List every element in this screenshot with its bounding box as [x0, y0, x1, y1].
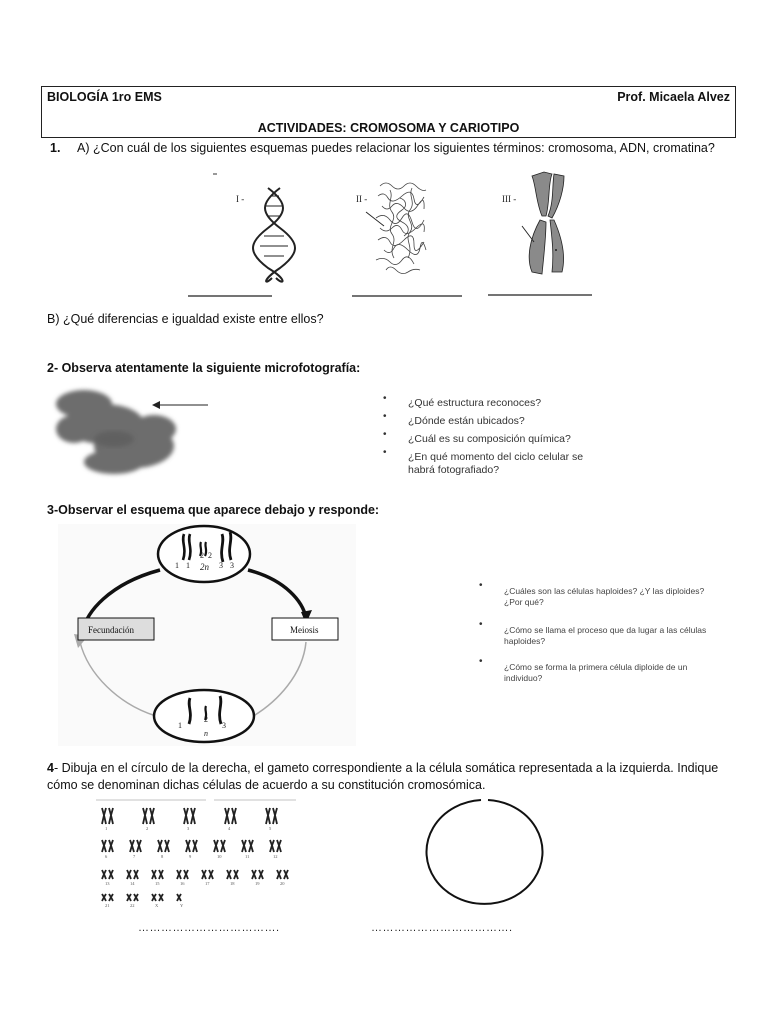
chromosome-number: 4: [228, 826, 231, 831]
bullet-dot: •: [479, 580, 483, 591]
q1-b-text: B) ¿Qué diferencias e igualdad existe entre ellos?: [47, 312, 324, 326]
chromosome-pair: [127, 894, 138, 908]
chromosome-number: 9: [189, 854, 192, 859]
svg-text:3: 3: [222, 721, 226, 730]
bullet-dot: •: [383, 411, 387, 422]
life-cycle-diagram: [58, 524, 358, 746]
chromatin-icon: [366, 183, 426, 274]
chromosome-number: 8: [161, 854, 164, 859]
chromosome-number: 18: [230, 881, 235, 886]
scheme-label-iii: III -: [502, 194, 517, 204]
karyotype-row-4: [102, 894, 184, 908]
bullet-dot: •: [383, 393, 387, 404]
chromosome-pair: [227, 870, 238, 886]
chromosome-number: 15: [155, 881, 160, 886]
chromosome-number: 22: [130, 903, 135, 908]
chromosome-number: 21: [105, 903, 110, 908]
q1-schemes: [180, 168, 610, 303]
chromosome-number: X: [155, 903, 159, 908]
top-cell-label: 2n: [200, 562, 209, 572]
chromosome-number: Y: [180, 903, 184, 908]
chromosome-pair: [143, 808, 154, 831]
chromosome-number: 1: [105, 826, 108, 831]
chromosome-pair: [186, 840, 197, 859]
q4-body: - Dibuja en el círculo de la derecha, el gameto correspondiente a la célula somática representada a la izquierda. Indique cómo se denominan dichas células de acuerdo a su constitución cromosómica.: [47, 761, 719, 792]
dna-helix-icon: [253, 188, 295, 282]
q2-bullet-1: ¿Qué estructura reconoces?: [408, 397, 542, 409]
svg-text:1: 1: [186, 561, 190, 570]
svg-text:1: 1: [175, 561, 179, 570]
q2-bullet-4: ¿En qué momento del ciclo celular se habrá fotografiado?: [408, 451, 584, 476]
svg-text:2: 2: [208, 551, 212, 560]
arrow-icon: [150, 398, 210, 412]
chromosome-pair: [177, 870, 188, 886]
answer-line-right[interactable]: ……………………………….: [371, 922, 513, 934]
chromosome-number: 14: [130, 881, 135, 886]
chromosome-number: 13: [105, 881, 110, 886]
karyotype-row-1: [102, 808, 277, 831]
chromosome-pair: [152, 870, 163, 886]
gamete-circle: [418, 796, 548, 908]
karyotype: [96, 796, 306, 916]
chromosome-pair: [214, 840, 225, 859]
chromosome-pair: [102, 840, 113, 859]
q2-bullet-2: ¿Dónde están ubicados?: [408, 415, 525, 427]
svg-text:3: 3: [219, 561, 223, 570]
chromosome-number: 12: [273, 854, 278, 859]
chromosome-number: 3: [187, 826, 190, 831]
chromosome-pair: [225, 808, 236, 831]
chromosome-pair: [252, 870, 263, 886]
bullet-dot: •: [479, 656, 483, 667]
q3-bullet-3: ¿Cómo se forma la primera célula diploide de un individuo?: [504, 662, 688, 683]
scheme-label-ii: II -: [356, 194, 368, 204]
subject-label: BIOLOGÍA 1ro EMS: [47, 90, 162, 104]
svg-text:3: 3: [230, 561, 234, 570]
chromosome-pair: [102, 808, 113, 831]
svg-text:2: 2: [204, 715, 208, 724]
bullet-dot: •: [383, 447, 387, 458]
bullet-dot: •: [479, 619, 483, 630]
chromosome-number: 17: [205, 881, 210, 886]
bottom-cell-label: n: [204, 729, 208, 738]
page-title: ACTIVIDADES: CROMOSOMA Y CARIOTIPO: [257, 121, 520, 135]
karyotype-row-2: [102, 840, 281, 859]
chromosome-pair: [127, 870, 138, 886]
svg-text:1: 1: [178, 721, 182, 730]
q4-text: [47, 760, 737, 794]
q2-title: 2- Observa atentamente la siguiente microfotografía:: [47, 361, 361, 375]
chromosome-pair: [184, 808, 195, 831]
q3-title: 3-Observar el esquema que aparece debajo y responde:: [47, 503, 380, 517]
chromosome-pair: [242, 840, 253, 859]
chromosome-pair: [158, 840, 169, 859]
chromosome-icon: [529, 172, 564, 274]
chromosome-number: 16: [180, 881, 185, 886]
chromosome-pair: [177, 894, 184, 908]
q3-bullet-2: ¿Cómo se llama el proceso que da lugar a las células haploides?: [504, 625, 707, 646]
chromosome-pair: [202, 870, 213, 886]
chromosome-number: 7: [133, 854, 136, 859]
chromosome-pair: [266, 808, 277, 831]
bullet-dot: •: [383, 429, 387, 440]
chromosome-pair: [152, 894, 163, 908]
chromosome-pair: [102, 894, 113, 908]
chromosome-number: 19: [255, 881, 260, 886]
chromosome-number: 10: [217, 854, 222, 859]
q4-number: 4: [47, 761, 54, 775]
chromosome-number: 2: [146, 826, 149, 831]
karyotype-row-3: [102, 870, 288, 886]
teacher-label: Prof. Micaela Alvez: [617, 90, 730, 104]
chromosome-pair: [130, 840, 141, 859]
q1-number: 1.: [50, 141, 61, 155]
chromosome-pair: [102, 870, 113, 886]
chromosome-number: 20: [280, 881, 285, 886]
chromosome-number: 5: [269, 826, 272, 831]
chromosome-number: 11: [245, 854, 250, 859]
chromosome-pair: [277, 870, 288, 886]
answer-line-left[interactable]: ……………………………….: [138, 922, 280, 934]
q2-bullet-3: ¿Cuál es su composición química?: [408, 433, 571, 445]
fecundacion-box: Fecundación: [88, 625, 134, 635]
q1-text: A) ¿Con cuál de los siguientes esquemas puedes relacionar los siguientes términos: cromosoma, ADN, cromatina?: [77, 141, 715, 155]
chromosome-pair: [270, 840, 281, 859]
meiosis-box: Meiosis: [290, 625, 319, 635]
svg-text:2: 2: [200, 551, 204, 560]
chromosome-number: 6: [105, 854, 108, 859]
q3-bullet-1: ¿Cuáles son las células haploides? ¿Y las diploides? ¿Por qué?: [504, 586, 705, 607]
scheme-label-i: I -: [236, 194, 245, 204]
